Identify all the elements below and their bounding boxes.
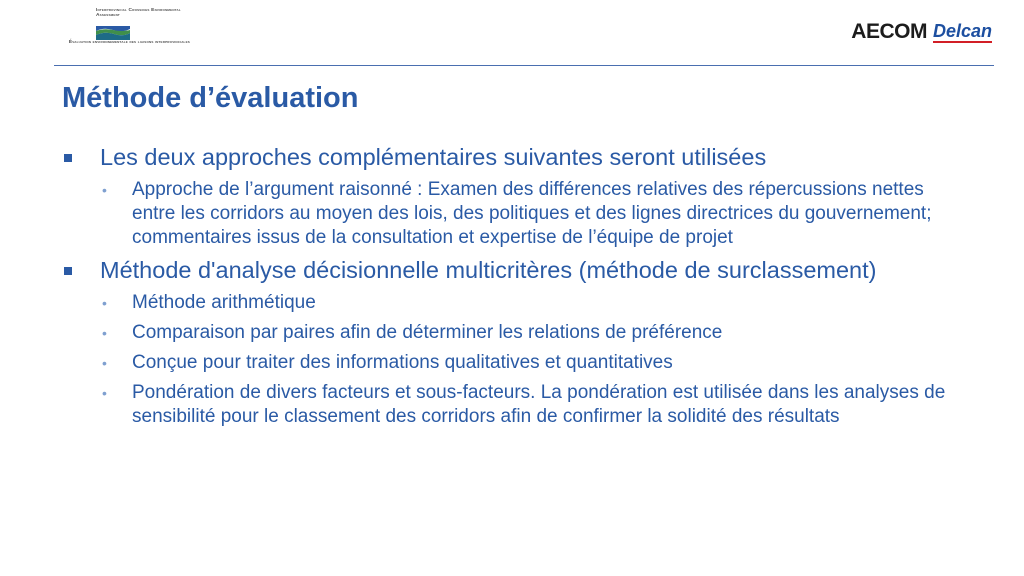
- square-bullet-icon: [64, 267, 72, 275]
- bullet-level-1: [62, 143, 962, 172]
- project-logo-english-text: Interprovincial Crossings Environmental Assessment: [96, 8, 181, 19]
- delcan-logo: Delcan: [932, 20, 992, 41]
- project-logo: [54, 6, 194, 62]
- dot-bullet-icon: •: [102, 295, 107, 311]
- partner-logos: [851, 18, 992, 46]
- sub-bullet-list: [100, 178, 962, 250]
- wave-logo-icon: [96, 26, 130, 40]
- sub-bullet-text: Comparaison par paires afin de déterminer les relations de préférence: [132, 322, 723, 343]
- sub-bullet-text: Pondération de divers facteurs et sous-facteurs. La pondération est utilisée dans les analyses de sensibilité pour le classement des corridors afin de confirmer la solidité des résultats: [132, 382, 946, 427]
- bullet-level-2: [100, 381, 962, 429]
- bullet-level-2: [100, 321, 962, 345]
- header-divider: [54, 65, 994, 66]
- square-bullet-icon: [64, 154, 72, 162]
- dot-bullet-icon: •: [102, 325, 107, 341]
- bullet-text: Les deux approches complémentaires suivantes seront utilisées: [100, 144, 767, 170]
- bullet-level-2: [100, 351, 962, 375]
- bullet-level-2: [100, 291, 962, 315]
- bullet-level-1: [62, 256, 962, 285]
- bullet-level-2: [100, 178, 962, 250]
- sub-bullet-text: Conçue pour traiter des informations qualitatives et quantitatives: [132, 352, 673, 373]
- sub-bullet-list: [100, 291, 962, 429]
- aecom-logo: AECOM: [851, 20, 927, 43]
- sub-bullet-text: Méthode arithmétique: [132, 292, 316, 313]
- dot-bullet-icon: •: [102, 385, 107, 401]
- dot-bullet-icon: •: [102, 182, 107, 198]
- project-logo-french-text: Évaluation environnementale des liaisons interprovinciales: [68, 40, 190, 45]
- sub-bullet-text: Approche de l’argument raisonné : Examen des différences relatives des répercussions nettes entre les corridors au moyen des lois, des politiques et des lignes directrices du gouvernement; commentaires issus de la consultation et expertise de l’équipe de projet: [132, 179, 932, 248]
- slide-body: [62, 143, 962, 435]
- dot-bullet-icon: •: [102, 355, 107, 371]
- page-title: Méthode d’évaluation: [62, 82, 359, 114]
- bullet-text: Méthode d'analyse décisionnelle multicritères (méthode de surclassement): [100, 257, 877, 283]
